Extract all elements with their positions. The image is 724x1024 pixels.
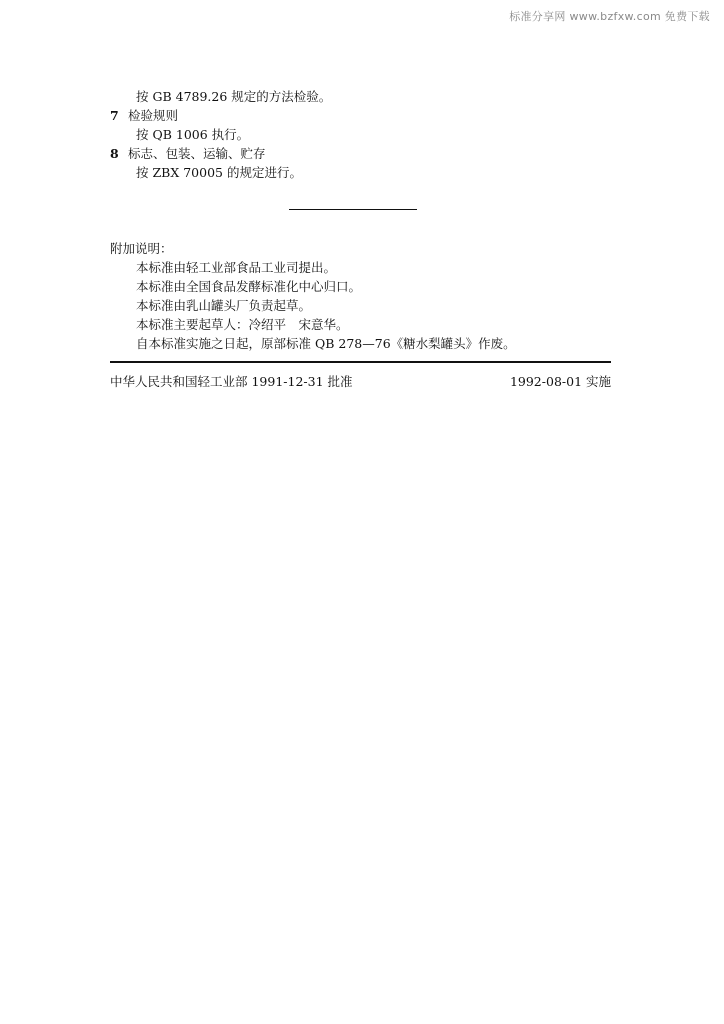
note-item: 本标准由乳山罐头厂负责起草。 (136, 298, 312, 313)
note-item: 本标准由轻工业部食品工业司提出。 (136, 260, 337, 275)
notes-heading: 附加说明： (110, 241, 173, 256)
section-8-title: 标志、包装、运输、贮存 (128, 146, 266, 161)
section-7-body: 按 QB 1006 执行。 (136, 127, 250, 142)
test-method-line: 按 GB 4789.26 规定的方法检验。 (136, 89, 332, 104)
watermark-text: 标准分享网 www.bzfxw.com 免费下载 (509, 10, 710, 23)
note-item: 本标准由全国食品发酵标准化中心归口。 (136, 279, 362, 294)
implementation-date: 1992-08-01 实施 (509, 374, 611, 389)
section-8-heading (110, 146, 266, 162)
end-of-text-rule (289, 209, 417, 210)
note-item: 自本标准实施之日起，原部标准 QB 278—76《糖水梨罐头》作废。 (136, 336, 516, 351)
section-7-heading (110, 108, 178, 124)
note-item: 本标准主要起草人：冷绍平 宋意华。 (136, 317, 349, 332)
approval-info: 中华人民共和国轻工业部 1991-12-31 批准 (110, 374, 353, 389)
section-8-number: 8 (110, 146, 119, 161)
section-8-body: 按 ZBX 70005 的规定进行。 (136, 165, 302, 180)
section-7-title: 检验规则 (128, 108, 179, 123)
footer-rule (110, 361, 611, 363)
section-7-number: 7 (110, 108, 119, 123)
